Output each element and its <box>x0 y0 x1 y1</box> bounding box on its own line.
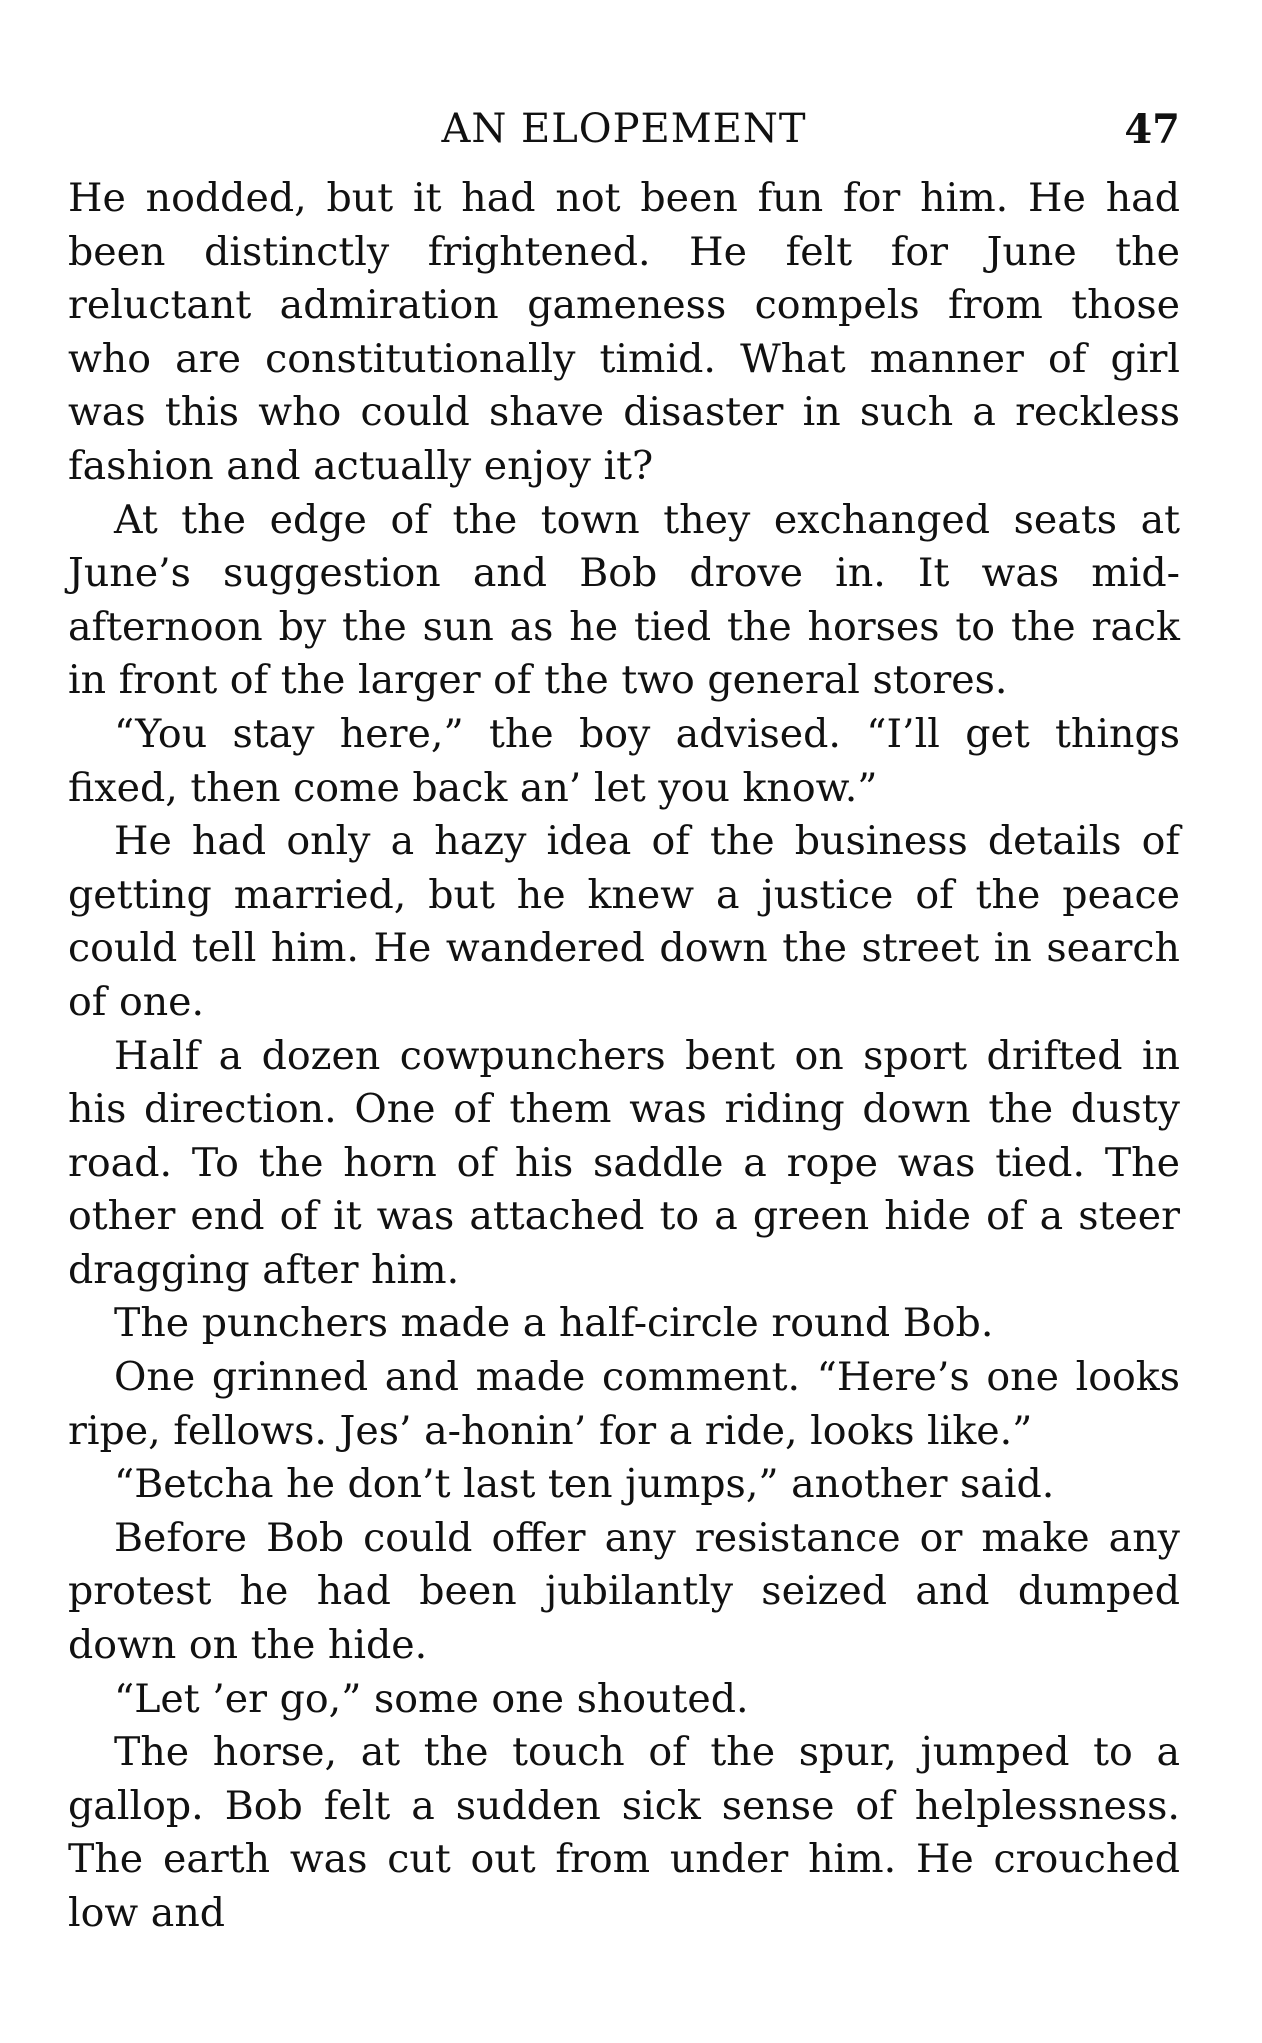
paragraph: He had only a hazy idea of the business details of getting married, but he knew a justice of the peace could tell him. He wandered down the street in search of one. <box>68 818 1180 1025</box>
running-header <box>68 100 1180 160</box>
paragraph: At the edge of the town they exchanged seats at June’s suggestion and Bob drove in. It was mid-afternoon by the sun as he tied the horses to the rack in front of the larger of the two general stores. <box>68 496 1180 704</box>
paragraph: The punchers made a half-circle round Bob. <box>114 1300 994 1347</box>
paragraph: Before Bob could offer any resistance or make any protest he had been jubilantly seized and dumped down on the hide. <box>68 1514 1180 1669</box>
paragraph: He nodded, but it had not been fun for him. He had been distinctly frightened. He felt for June the reluctant admiration gameness compels from those who are constitutionally timid. What manner of girl was this who could shave disaster in such a reckless fashion and actually enjoy it? <box>68 175 1180 489</box>
book-page <box>68 100 1180 1941</box>
paragraph: “Let ’er go,” some one shouted. <box>114 1675 749 1722</box>
body-text <box>68 172 1180 1941</box>
chapter-title: AN ELOPEMENT <box>441 106 807 152</box>
paragraph: “Betcha he don’t last ten jumps,” another said. <box>114 1461 1055 1508</box>
paragraph: Half a dozen cowpunchers bent on sport drifted in his direction. One of them was riding down the dusty road. To the horn of his saddle a rope was tied. The other end of it was attached to a green hide of a steer dragging after him. <box>68 1032 1180 1293</box>
page-number: 47 <box>1124 106 1180 153</box>
paragraph: The horse, at the touch of the spur, jumped to a gallop. Bob felt a sudden sick sense of helplessness. The earth was cut out from under him. He crouched low and <box>68 1729 1180 1936</box>
paragraph: “You stay here,” the boy advised. “I’ll get things fixed, then come back an’ let you know.” <box>68 710 1180 811</box>
paragraph: One grinned and made comment. “Here’s one looks ripe, fellows. Jes’ a-honin’ for a ride, looks like.” <box>68 1354 1180 1454</box>
